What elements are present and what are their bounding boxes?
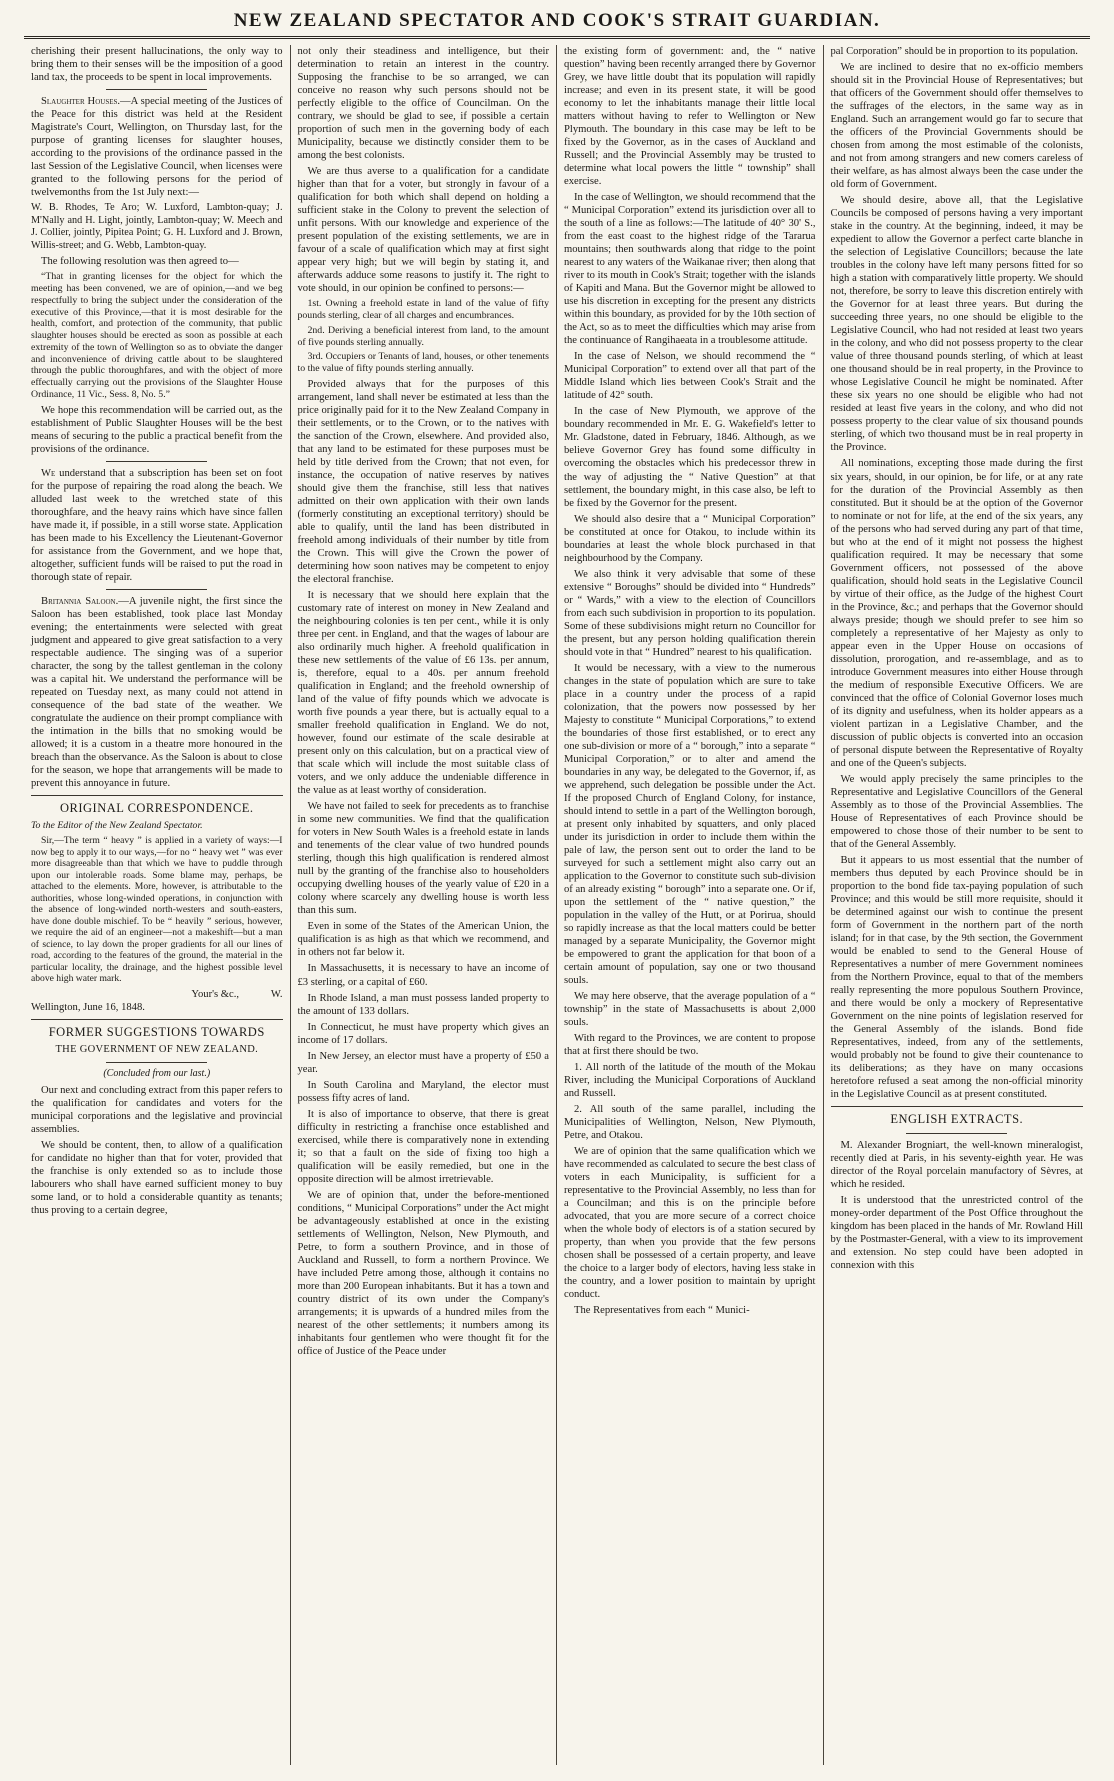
article-text: understand that a subscription has been set on foot for the purpose of repairing the road along the beach. We alluded last week to the wretched state of this thoroughfare, and the heavy rains which have since fallen have made it, if possible, in a still worse state. Application has been made to his Excellency the Lieutenant-Governor for assistance from the Government, and we hope that, altogether, sufficient funds will be raised to put the road in thorough state of repair. [31,467,283,583]
dateline: Wellington, June 16, 1848. [31,1002,145,1013]
columns [24,45,1090,1765]
paragraph: The Representatives from each “ Munici- [574,1305,750,1317]
paragraph: It is understood that the unrestricted control of the money-order department of the Post Office throughout the kingdom has been placed in the hands of Mr. Rowland Hill by the Postmaster-General, with a view to its improvement and extension. No step could have been adopted in connexion with this [830,1194,1083,1271]
paragraph: In Rhode Island, a man must possess landed property to the amount of 133 dollars. [297,992,549,1017]
paragraph: In South Carolina and Maryland, the elector must possess fifty acres of land. [297,1079,549,1104]
article-lead: Britannia Saloon. [41,595,119,607]
paragraph: M. Alexander Brogniart, the well-known mineralogist, recently died at Paris, in his seventy-eighth year. He was director of the Royal porcelain manufactory of Sèvres, at which he resided. [830,1139,1083,1190]
divider [106,1062,207,1063]
paragraph: But it appears to us most essential that the number of members thus deputed by each Province should be in proportion to the bond fide tax-paying population of such Province; and this would be still more requisite, should it be determined against our wish to continue the present form of Government in the northern part of the north island; for in that case, by the 9th section, the Government would be enabled to send to the General House of Representatives a number of mere Government nominees from the Northern Province, equal to that of the members really representing the more populous Southern Province, and there would be only a mockery of Representative Government on the nine points of legislation reserved for the General Assembly of the islands. Bond fide Representatives, indeed, from any of the settlements, would probably not be found to give their countenance to its deliberations; as they have on many occasions heretofore refused a seat among the non-official minority in the Legislative Council as at present constituted. [830,854,1083,1101]
divider [31,1019,283,1020]
britannia-saloon-article [31,595,283,790]
letter-body: Sir,—The term “ heavy ” is applied in a variety of ways:—I now beg to apply it to our ways,—for no “ heavy wet ” was ever more disagreeable than that which we have to puddle through upon our intolerable roads. Some blame may, perhaps, be attached to the elements. More, however, is attributable to the authorities, whose long-winded operations, in conjunction with the absence of long-winded north-westers and south-easters, have done double mischief. To be “ heavily ” serious, however, we require the aid of an engineer—not a makeshift—but a man of science, to lay down the proper gradients for all our lines of road, according to the features of the ground, the material in the particular locality, the drainage, and the highest possible level above high water mark. [31,835,283,985]
paragraph: We hope this recommendation will be carried out, as the establishment of Public Slaughter Houses will be the best means of securing to the public a practical benefit from the provisions of the ordinance. [31,404,283,455]
continuation-note: (Concluded from our last.) [103,1068,211,1080]
section-heading-english-extracts: ENGLISH EXTRACTS. [890,1112,1024,1127]
paragraph: cherishing their present hallucinations, the only way to bring them to their senses will be the imposition of a good land tax, the proceeds to be spent in local improvements. [31,46,283,84]
paragraph: We should be content, then, to allow of a qualification for candidate no higher than that for voter, provided that the franchise is only extended so as to include those labourers who shall have earned sufficient money to buy some land, or to hold a considerable quantity as tenants; thus proving to a certain degree, [31,1139,283,1216]
slaughter-houses-article [31,95,283,199]
divider [906,1133,1007,1134]
paragraph: We would apply precisely the same principles to the Representative and Legislative Councillors of the General Assembly as to those of the Provincial Assemblies. The House of Representatives of each Province should be empowered to chose those of their number to be sent to that of the General Assembly. [830,773,1083,850]
paragraph: We also think it very advisable that some of these extensive “ Boroughs” should be divided into “ Hundreds” or “ Wards,” with a view to the election of Councillors from each such subdivision in proportion to its population. Some of these subdivisions might return no Councillor for the present, but any person holding qualification therein should vote in that “ Hundred” nearest to his qualification. [564,568,816,658]
province-item: 1. All north of the latitude of the mouth of the Mokau River, including the Municipal Corporations of Auckland and Russell. [564,1062,816,1100]
column-4 [824,45,1091,1765]
paragraph: It is necessary that we should here explain that the customary rate of interest on money in New Zealand and the neighbouring colonies is ten per cent., while it is only three per cent. in England, and that the wages of labour are also ordinarily much higher. A freehold qualification in these new settlements of the value of £6 13s. per annum, is, therefore, equal to a 40s. per annum freehold qualification in England; and the freehold ownership of land of the value of fifty pounds which we advocate is worth five pounds a year there, but is actually equal to a smaller freehold qualification in England. We do not, however, found our estimate of the scale desirable at present only on this calculation, but on a practical view of that scale which will include the most suitable class of voters, and we only adduce the undeniable difference in the value as at least worthy of consideration. [297,590,549,797]
paragraph: We are inclined to desire that no ex-officio members should sit in the Provincial House of Representatives; but that officers of the Government should offer themselves to the suffrages of the electors, in the same way as in England. Such an arrangement would go far to secure that the officers of the Provincial Governments should be chosen from among the most estimable of the colonists, and not from among strangers and new comers careless of their welfare, as has almost always been the case under the old form of Government. [830,62,1083,191]
paragraph: It would be necessary, with a view to the numerous changes in the state of population which are sure to take place in a country under the process of a rapid colonization, that the powers now possessed by her Majesty to constitute “ Municipal Corporations,” to extend the boundaries of those first established, or to erect any one sub-division or more of a “ borough,” into a separate “ Municipal Corporation,” or to alter and amend the boundaries in any way, be delegated to the Governor, if, as we apprehend, such delegation be possible under the Act. If the proposed Church of England Colony, for instance, should intend to settle in a part of the Wellington borough, at present only inhabited by squatters, and only placed under its jurisdiction in order to include them within the pale of law, the person sent out to order the land to be surveyed for such a settlement might also carry out an application to the Governor to constitute such sub-division of an already existing “ borough” into a separate one. Or if, upon the settlement of the “ native question,” the population in the valley of the Hutt, or at Porirua, should so rapidly increase as that the local matters could be better managed by a separate Municipality, the Governor might be empowered to grant the application for that boon of a certain amount of population, say one or two thousand souls. [564,662,816,987]
paragraph: In Massachusetts, it is necessary to have an income of £3 sterling, or a capital of £60. [297,963,549,988]
paragraph: pal Corporation” should be in proportion to its population. [830,46,1078,57]
paragraph: We may here observe, that the average population of a “ township” in the state of Massachusetts is about 2,000 souls. [564,991,816,1029]
paragraph: In Connecticut, he must have property which gives an income of 17 dollars. [297,1021,549,1046]
column-3 [557,45,824,1765]
paragraph: In the case of Wellington, we should recommend that the “ Municipal Corporation” extend its jurisdiction over all to the south of a line as follows:—The latitude of 40° 30' S., from the east coast to the highest ridge of the Tararua mountains; then southwards along that ridge to the point nearest to any waters of the Waikanae river; then along that river to its mouth in Cook's Strait; together with the islands of Kapiti and Mana. But the Governor might be allowed to use his discretion in excepting for the present any districts within this boundary, as provided for by the 10th section of the Act, so as to meet the difficulties which may arise from the continuance of Rangihaeata in a troublesome attitude. [564,192,816,347]
qualification-item: 1st. Owning a freehold estate in land of the value of fifty pounds sterling, clear of all charges and encumbrances. [297,298,549,322]
section-heading-former-suggestions: FORMER SUGGESTIONS TOWARDS [48,1025,265,1040]
divider [106,89,207,90]
signature: W. [270,988,283,1000]
paragraph: It is also of importance to observe, that there is great difficulty in restricting a franchise once established and exercised, while there is comparatively none in extending it; so that a fault on the side of fixing too high a qualification will be easily remedied, but one in the opposite direction will be almost irretrievable. [297,1108,549,1185]
article-lead: Slaughter Houses. [41,96,121,108]
paragraph: In New Jersey, an elector must have a property of £50 a year. [297,1050,549,1075]
letter-addressee: To the Editor of the New Zealand Spectator. [31,820,203,832]
article-text: —A special meeting of the Justices of the Peace for this district was held at the Resident Magistrate's Court, Wellington, on Thursday last, for the purpose of granting licenses for slaughter houses, according to the provisions of the ordinance passed in the last Session of the Legislative Council, when licenses were granted to the following persons for the period of twelvemonths from the 1st July next:— [31,96,283,199]
paragraph: We have not failed to seek for precedents as to franchise in some new communities. We find that the qualification for voters in New South Wales is a freehold estate in lands and tenements of the clear value of two hundred pounds sterling, though this high qualification is rendered almost null by the granting of the franchise also to householders occupying dwelling houses of the yearly value of £20 in a colony where scarcely any dwelling house is worth less than this sum. [297,801,549,917]
paragraph: With regard to the Provinces, we are content to propose that at first there should be two. [564,1033,816,1058]
qualification-item: 3rd. Occupiers or Tenants of land, houses, or other tenements to the value of fifty pounds sterling annually. [297,351,549,375]
divider [106,461,207,462]
paragraph: We should also desire that a “ Municipal Corporation” be constituted at once for Otakou, to include within its boundaries at least the whole block purchased in that neighbourhood by the Company. [564,513,816,564]
paragraph: Even in some of the States of the American Union, the qualification is as high as that which we recommend, and in others not far below it. [297,921,549,959]
paragraph: In the case of New Plymouth, we approve of the boundary recommended in Mr. E. G. Wakefield's letter to Mr. Gladstone, dated in February, 1846. Although, as we believe Governor Grey has found some difficulty in overcoming the obstacles which his predecessor threw in the way of adjusting the “ Native Question” at that settlement, the boundary might, in this case also, be left to be fixed by the Governor for the present. [564,406,816,509]
paragraph: We should desire, above all, that the Legislative Councils be composed of persons having a very important stake in the country. At the beginning, indeed, it may be expedient to allow the Governor a perfect carte blanche in the selection of Legislative Councillors; because the late troubles in the colony have left many persons fitted for so high a station with comparatively little property. We should not, therefore, be sorry to leave this discretion entirely with the Governor for at least three years. But during the succeeding three years, no one should be eligible to the Legislative Council, who had not resided at least two years in the colony, and who did not possess property to the clear value of three thousand pounds sterling, of which at least one thousand should be in real property, in the Province to whose Legislative Council he might be nominated. After these six years no one should be eligible who had not resided at least five years in the colony, and who did not possess property to the clear value of six thousand pounds sterling, of which two thousand must be in real property in the Province. [830,195,1083,454]
section-heading-correspondence: ORIGINAL CORRESPONDENCE. [60,801,254,816]
article-text: —A juvenile night, the first since the Saloon has been established, took place last Monday evening; the entertainments were selected with great judgment and appeared to give great satisfaction to a very respectable audience. The singing was of a superior character, the song by the tallest gentleman in the colony was a capital hit. We understand the performance will be repeated on Tuesday next, as many could not attend in consequence of the bad state of the weather. We congratulate the audience on their prompt compliance with the intimation in the bills that no smoking would be allowed; it is a custom in a theatre more honoured in the breach than the observance. As the Saloon is about to close for the season, we hope that arrangements will be made to prevent this annoyance in future. [31,595,283,790]
road-subscription-article [31,467,283,584]
masthead: NEW ZEALAND SPECTATOR AND COOK'S STRAIT GUARDIAN. [24,10,1090,39]
paragraph: All nominations, excepting those made during the first six years, should, in our opinion, be for life, or at any rate for the duration of the Provincial Assembly as then constituted. But it should be at the option of the Governor to nominate or not for life, at the end of the six years, any of the persons who had served during any part of that time, but who at the end of it might not possess the highest qualification required. It may be necessary that some Government officers, not possessed of the above qualification, should hold seats in the Legislative Council by virtue of their office, as the Judge of the highest Court in the Province, &c.; and perhaps that the Governor should always preside; though we should prefer to see him so completely a representative of her Majesty as only to appear even in the Upper House on occasions of dissolution, prorogation, and re-assemblage, and as to introduce Government measures into either House through the medium of responsible Executive Officers. We are convinced that the office of Colonial Governor loses much of its dignity and usefulness, when its holder appears as a violent partizan in a Legislative Chamber, and the discussion of public objects is converted into an occasion of personal dispute between the Representative of Royalty and one of the Queen's subjects. [830,458,1083,769]
column-2 [291,45,558,1765]
letter-closing [31,988,283,1001]
column-1 [24,45,291,1765]
paragraph: The following resolution was then agreed to— [41,256,239,268]
divider [31,795,283,796]
section-subheading: THE GOVERNMENT OF NEW ZEALAND. [55,1044,259,1056]
divider [831,1106,1084,1107]
paragraph: We are of opinion that the same qualification which we have recommended as calculated to secure the best class of voters in each Municipality, is sufficient for a representative to the Provincial Assembly, no less than for a Councilman; and this is on the principle before advocated, that you are more secure of a correct choice when the whole body of electors is of a station secured by property, than when you provide that the few persons chosen shall be possessed of a certain property, and leave the choice to a larger body of electors, having less stake in the country, and a lower position to maintain by upright conduct. [564,1146,816,1301]
paragraph: We are of opinion that, under the before-mentioned conditions, “ Municipal Corporations” under the Act might be advantageously established at once in the existing settlements of Wellington, Nelson, New Plymouth, and Petre, to form a southern Province, and in those of Auckland and Russell, to form a northern Province. We have included Petre among those, although it contains no more than 200 European inhabitants. But it has a town and country district of its own under the Company's arrangements; it is upwards of a hundred miles from the nearest of the other settlements; it numbers among its inhabitants four gentlemen who were thought fit for the office of Justice of the Peace under [297,1189,549,1357]
licensee-names: W. B. Rhodes, Te Aro; W. Luxford, Lambton-quay; J. M'Nally and H. Light, jointly, Lambton-quay; W. Meech and J. Collier, jointly, Pipitea Point; G. H. Luxford and J. Brown, Willis-street; and G. Webb, Lambton-quay. [31,202,283,251]
divider [106,589,207,590]
paragraph: In the case of Nelson, we should recommend the “ Municipal Corporation” to extend over all that part of the Middle Island which lies between Cook's Strait and the latitude of 42° south. [564,351,816,402]
paragraph: the existing form of government: and, the “ native question” having been recently arranged there by Governor Grey, we have little doubt that its population will rapidly increase; and even in its present state, it will be good economy to let the inhabitants manage their little local matters without having to refer to Wellington or New Plymouth. The boundary in this case may be left to be fixed by the Governor, as in the cases of Auckland and Russell; and the Provincial Assembly may be trusted to determine what local powers the little “ township” shall exercise. [564,46,816,188]
paragraph: Our next and concluding extract from this paper refers to the qualification for candidates and voters for the municipal corporations and the legislative and provincial assemblies. [31,1084,283,1135]
paragraph: not only their steadiness and intelligence, but their determination to retain an interest in the country. Supposing the franchise to be so arranged, we can conceive no reason why such persons should not be perfectly eligible to the office of Councilman. On the contrary, we should be glad to see, if possible a certain proportion of such men in the governing body of each Municipality, because we distinctly consider them to be among the best colonists. [297,46,549,162]
qualification-item: 2nd. Deriving a beneficial interest from land, to the amount of five pounds sterling annually. [297,324,549,348]
closing-text: Your's &c., [191,988,240,1000]
article-lead: We [41,467,56,479]
resolution-quote: “That in granting licenses for the object for which the meeting has been convened, we are of opinion,—and we beg respectfully to bring the subject under the consideration of the executive of this Province,—that it is most desirable for the health, comfort, and protection of the community, that public slaughter houses should be erected as soon as possible at each extremity of the town of Wellington so as to obviate the danger and inconvenience of driving cattle about to be slaughtered through the public thoroughfares, and with the object of more effectually carrying out the provisions of the Slaughter House Ordinance, 11 Vic., Sess. 8, No. 5.” [31,271,283,400]
province-item: 2. All south of the same parallel, including the Municipalities of Wellington, Nelson, New Plymouth, Petre, and Otakou. [564,1104,816,1142]
paragraph: We are thus averse to a qualification for a candidate higher than that for a voter, but strongly in favour of a qualification for both which shall depend on holding a sufficient stake in the Colony to prevent the selection of unfit persons. With our knowledge and experience of the present population of the existing settlements, we are in favour of a scale of qualification which may at first sight appear very high; but we will begin by stating it, and afterwards adduce some reasons to justify it. The right to vote should, in our opinion be confined to persons:— [297,166,549,295]
paragraph: Provided always that for the purposes of this arrangement, land shall never be estimated at less than the price originally paid for it to the New Zealand Company in their settlements, or to the Crown, or to the natives with the sanction of the Crown, elsewhere. And provided also, that any land to be estimated for these purposes must be held by title derived from the Crown; that not even, for instance, the occupation of native reserves by natives should give them the franchise, still less that natives admitted on their own application with their own lands (formerly constituting an exceptional territory) should be able to qualify, until the land has been distributed in freehold among individuals of their number by title from the Crown. This will give the Crown the power of determining how soon natives may be competent to enjoy the electoral franchise. [297,378,549,586]
